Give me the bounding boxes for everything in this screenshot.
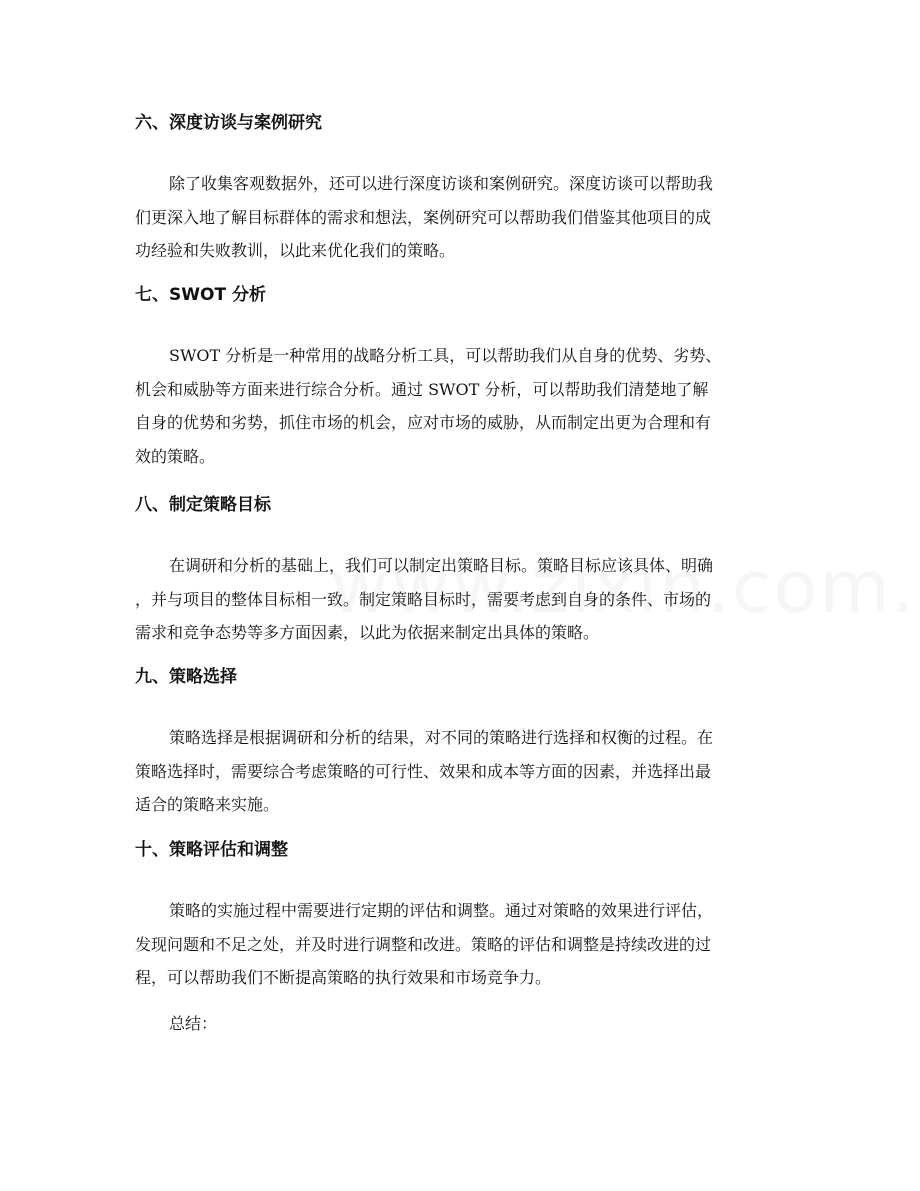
section-heading: 十、策略评估和调整 bbox=[135, 840, 288, 860]
paragraph-line: SWOT 分析是一种常用的战略分析工具，可以帮助我们从自身的优势、劣势、 bbox=[169, 346, 722, 365]
section-paragraph bbox=[135, 339, 787, 473]
paragraph-line: 需求和竞争态势等多方面因素，以此为依据来制定出具体的策略。 bbox=[135, 623, 600, 642]
summary-label: 总结： bbox=[169, 1014, 218, 1033]
paragraph-line: 效的策略。 bbox=[135, 446, 216, 466]
section-paragraph bbox=[135, 549, 787, 650]
paragraph-line: 自身的优势和劣势，抓住市场的机会，应对市场的威胁，从而制定出更为合理和有 bbox=[135, 413, 712, 432]
paragraph-line: 发现问题和不足之处，并及时进行调整和改进。策略的评估和调整是持续改进的过 bbox=[135, 934, 712, 954]
section-10 bbox=[135, 839, 787, 995]
paragraph-line: 策略选择是根据调研和分析的结果，对不同的策略进行选择和权衡的过程。在 bbox=[169, 728, 714, 747]
paragraph-line: 们更深入地了解目标群体的需求和想法，案例研究可以帮助我们借鉴其他项目的成 bbox=[135, 207, 712, 227]
section-heading: 七、SWOT 分析 bbox=[135, 285, 266, 305]
paragraph-line: 机会和威胁等方面来进行综合分析。通过 SWOT 分析，可以帮助我们清楚地了解 bbox=[135, 379, 709, 399]
section-8 bbox=[135, 494, 787, 650]
paragraph-line: 程，可以帮助我们不断提高策略的执行效果和市场竞争力。 bbox=[135, 968, 552, 987]
section-heading: 六、深度访谈与案例研究 bbox=[135, 113, 322, 133]
section-paragraph bbox=[135, 167, 787, 268]
paragraph-line: 除了收集客观数据外，还可以进行深度访谈和案例研究。深度访谈可以帮助我 bbox=[169, 174, 714, 193]
section-heading: 八、制定策略目标 bbox=[135, 495, 271, 515]
section-paragraph bbox=[135, 894, 787, 995]
section-7 bbox=[135, 284, 787, 473]
paragraph-line: 适合的策略来实施。 bbox=[135, 795, 280, 814]
paragraph-line: 功经验和失败教训，以此来优化我们的策略。 bbox=[135, 241, 456, 260]
paragraph-line: 在调研和分析的基础上，我们可以制定出策略目标。策略目标应该具体、明确 bbox=[169, 556, 714, 575]
section-6 bbox=[135, 112, 787, 268]
section-9 bbox=[135, 666, 787, 822]
paragraph-line: 策略的实施过程中需要进行定期的评估和调整。通过对策略的效果进行评估， bbox=[169, 901, 714, 920]
section-paragraph bbox=[135, 721, 787, 822]
paragraph-line: ，并与项目的整体目标相一致。制定策略目标时，需要考虑到自身的条件、市场的 bbox=[135, 589, 712, 609]
section-heading: 九、策略选择 bbox=[135, 667, 237, 687]
paragraph-line: 策略选择时，需要综合考虑策略的可行性、效果和成本等方面的因素，并选择出最 bbox=[135, 761, 712, 781]
